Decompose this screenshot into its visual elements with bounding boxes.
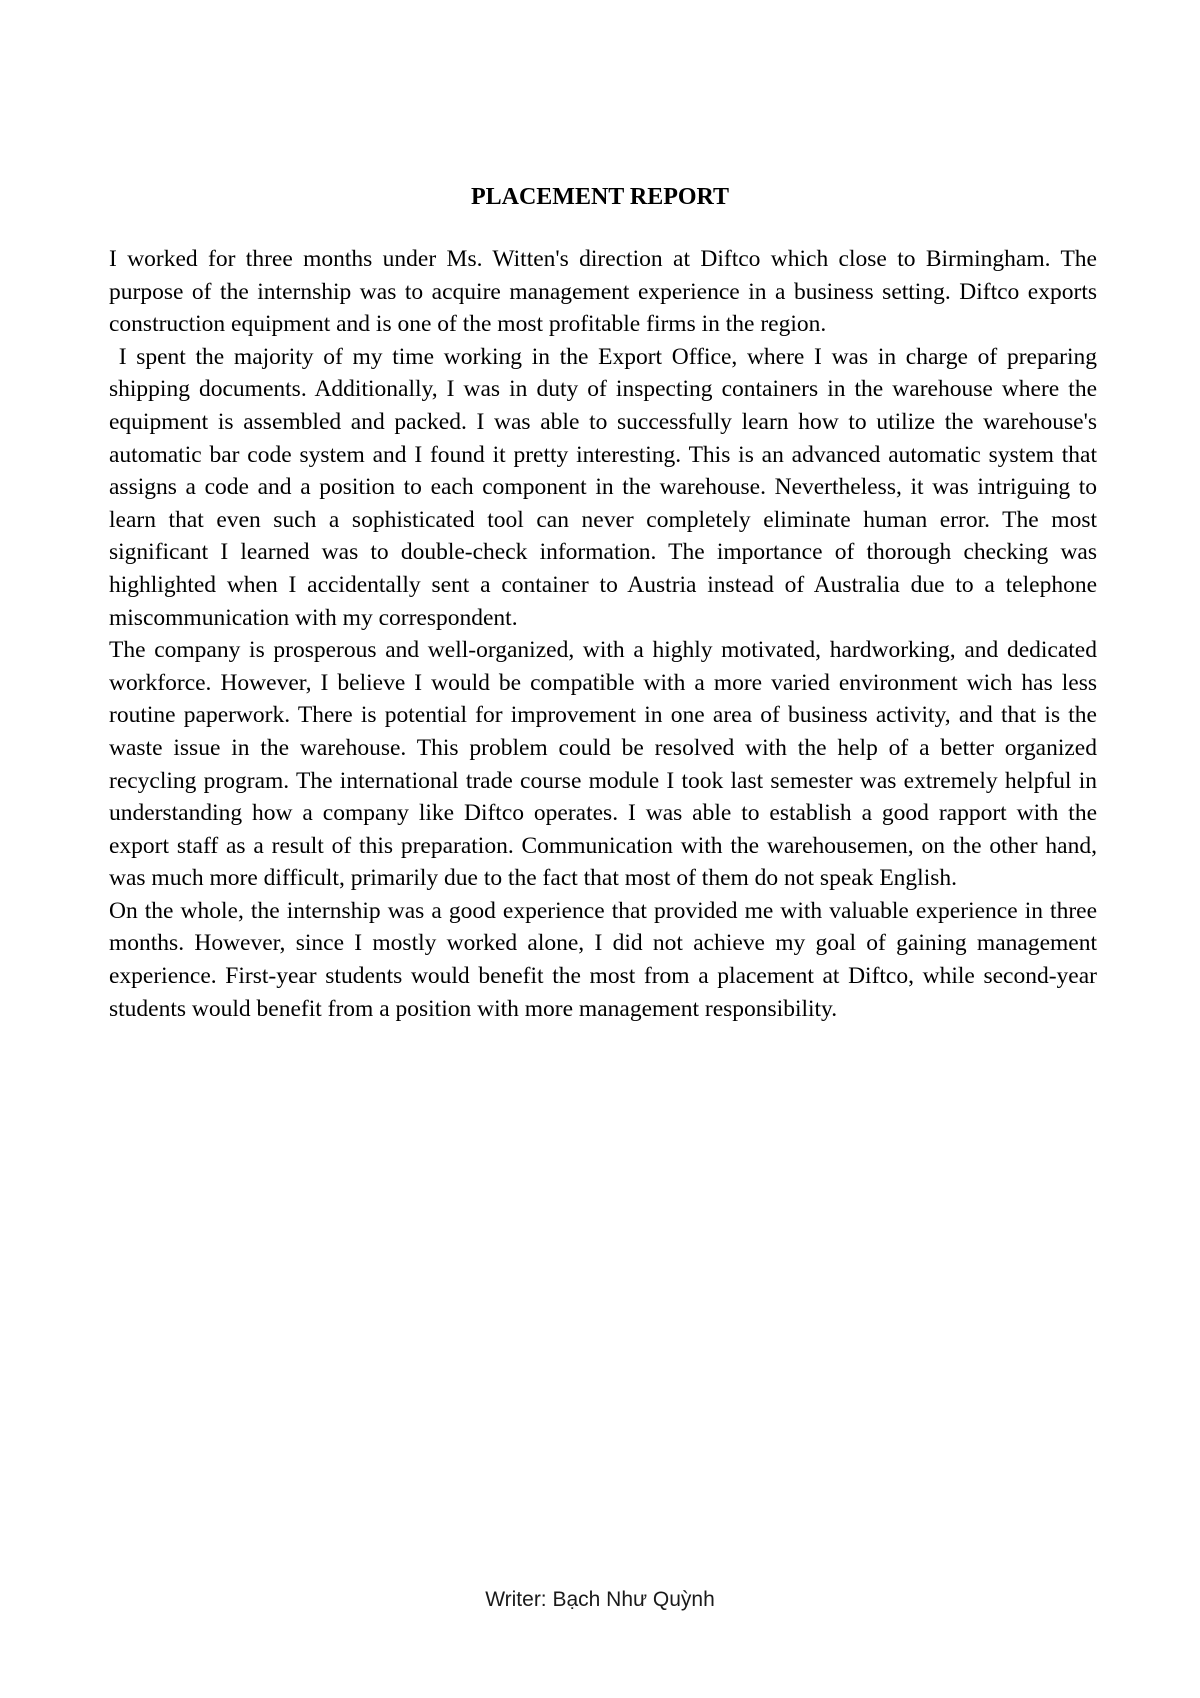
paragraph-conclusion: On the whole, the internship was a good experience that provided me with valuable experience in three months. However, since I mostly worked alone, I did not achieve my goal of gaining management experience. First-year students would benefit the most from a placement at Diftco, while second-year students would benefit from a position with more management responsibility.	[109, 897, 1097, 1022]
report-body	[109, 243, 1103, 1025]
document-title: PLACEMENT REPORT	[470, 184, 730, 210]
paragraph-export-office: I spent the majority of my time working in the Export Office, where I was in charge of preparing shipping documents. Additionally, I was in duty of inspecting containers in the warehouse where the equipment is assembled and packed. I was able to successfully learn how to utilize the warehouse's automatic bar code system and I found it pretty interesting. This is an advanced automatic system that assigns a code and a position to each component in the warehouse. Nevertheless, it was intriguing to learn that even such a sophisticated tool can never completely eliminate human error. The most significant I learned was to double-check information. The importance of thorough checking was highlighted when I accidentally sent a container to Austria instead of Australia due to a telephone miscommunication with my correspondent.	[109, 343, 1103, 631]
writer-footer: Writer: Bạch Như Quỳnh	[485, 1588, 715, 1611]
paragraph-intro: I worked for three months under Ms. Witten's direction at Diftco which close to Birmingham. The purpose of the internship was to acquire management experience in a business setting. Diftco exports construction equipment and is one of the most profitable firms in the region.	[109, 246, 1097, 338]
paragraph-company-assessment: The company is prosperous and well-organized, with a highly motivated, hardworking, and dedicated workforce. However, I believe I would be compatible with a more varied environment wich has less routine paperwork. There is potential for improvement in one area of business activity, and that is the waste issue in the warehouse. This problem could be resolved with the help of a better organized recycling program. The international trade course module I took last semester was extremely helpful in understanding how a company like Diftco operates. I was able to establish a good rapport with the export staff as a result of this preparation. Communication with the warehousemen, on the other hand, was much more difficult, primarily due to the fact that most of them do not speak English.	[109, 637, 1097, 892]
